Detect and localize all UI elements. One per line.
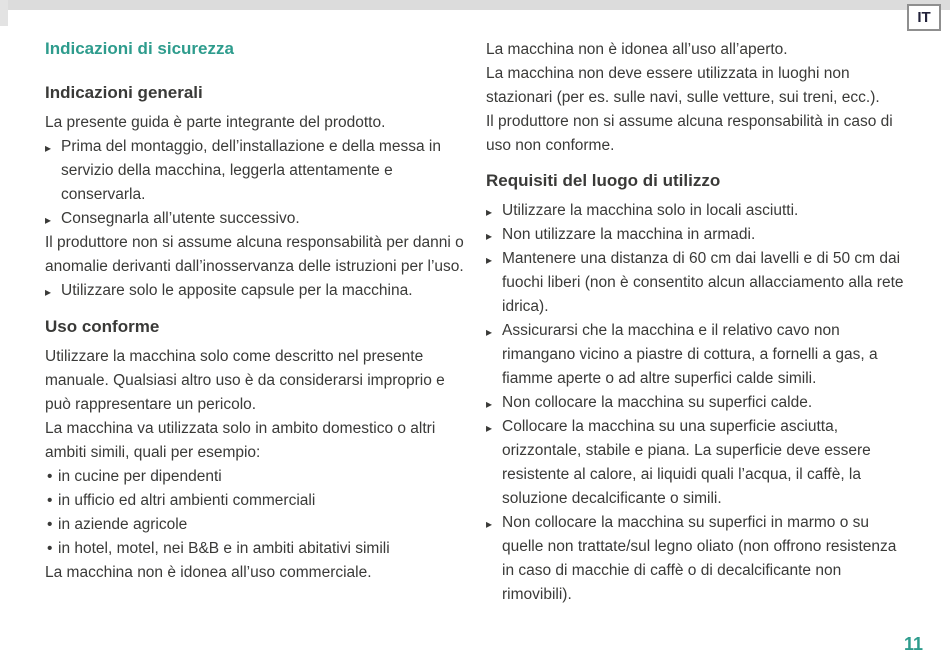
language-badge [907, 4, 941, 31]
dot-bullet-icon: • [47, 516, 53, 533]
paragraph: La macchina non è idonea all’uso all’aperto. [486, 41, 788, 58]
list-item [45, 465, 466, 489]
page-top-edge [0, 0, 950, 10]
triangle-bullet-icon: ▸ [486, 517, 493, 531]
list-item-text: in ufficio ed altri ambienti commerciali [58, 492, 316, 509]
triangle-bullet-icon: ▸ [486, 205, 493, 219]
triangle-bullet-icon: ▸ [45, 213, 52, 227]
list-item-text: Prima del montaggio, dell’installazione e della messa in servizio della macchina, leggerla attentamente e conservarla. [61, 138, 441, 203]
list-item-text: Assicurarsi che la macchina e il relativo cavo non rimangano vicino a piastre di cottura, a fornelli a gas, a fiamme aperte o ad altre superfici calde simili. [502, 322, 878, 387]
list-item [486, 319, 910, 391]
list-item-text: Non collocare la macchina su superfici calde. [502, 394, 813, 411]
list-item-text: in hotel, motel, nei B&B e in ambiti abitativi simili [58, 540, 390, 557]
list-item-text: in aziende agricole [58, 516, 188, 533]
list-item-text: in cucine per dipendenti [58, 468, 222, 485]
list-item-text: Utilizzare solo le apposite capsule per la macchina. [61, 282, 413, 299]
heading-requisiti-del-luogo-di-utilizzo: Requisiti del luogo di utilizzo [486, 171, 721, 190]
list-item [45, 207, 466, 231]
list-item [486, 511, 910, 607]
list-item-text: Non utilizzare la macchina in armadi. [502, 226, 756, 243]
page-number: 11 [903, 634, 923, 654]
list-item [486, 223, 910, 247]
paragraph: Il produttore non si assume alcuna responsabilità per danni o anomalie derivanti dall’inosservanza delle istruzioni per l’uso. [45, 234, 464, 275]
list-item [45, 135, 466, 207]
list-item [486, 415, 910, 511]
triangle-bullet-icon: ▸ [45, 285, 52, 299]
list-item [45, 279, 466, 303]
paragraph: Utilizzare la macchina solo come descritto nel presente manuale. Qualsiasi altro uso è da considerarsi improprio e può rappresentare un pericolo. [45, 348, 445, 413]
list-item [486, 391, 910, 415]
triangle-bullet-icon: ▸ [486, 229, 493, 243]
paragraph: La macchina non è idonea all’uso commerciale. [45, 564, 372, 581]
list-item [486, 247, 910, 319]
heading-uso-conforme: Uso conforme [45, 317, 160, 336]
triangle-bullet-icon: ▸ [486, 253, 493, 267]
paragraph: La macchina va utilizzata solo in ambito domestico o altri ambiti simili, quali per esempio: [45, 420, 436, 461]
list-item-text: Utilizzare la macchina solo in locali asciutti. [502, 202, 799, 219]
triangle-bullet-icon: ▸ [486, 421, 493, 435]
dot-bullet-icon: • [47, 468, 53, 485]
heading-indicazioni-generali: Indicazioni generali [45, 83, 203, 102]
list-item [486, 199, 910, 223]
page-left-edge [0, 0, 8, 26]
dot-bullet-icon: • [47, 540, 53, 557]
triangle-bullet-icon: ▸ [486, 325, 493, 339]
list-item [45, 489, 466, 513]
list-item-text: Consegnarla all’utente successivo. [61, 210, 300, 227]
paragraph: Il produttore non si assume alcuna responsabilità in caso di uso non conforme. [486, 113, 893, 154]
section-title: Indicazioni di sicurezza [45, 39, 234, 58]
list-item-text: Mantenere una distanza di 60 cm dai lavelli e di 50 cm dai fuochi liberi (non è consentito alcun allacciamento alla rete idrica). [502, 250, 904, 315]
right-column [486, 38, 910, 607]
paragraph: La macchina non deve essere utilizzata in luoghi non stazionari (per es. sulle navi, sulle vetture, sui treni, ecc.). [486, 65, 880, 106]
language-badge-label: IT [917, 9, 931, 26]
left-column [45, 38, 466, 585]
list-item [45, 537, 466, 561]
triangle-bullet-icon: ▸ [486, 397, 493, 411]
paragraph: La presente guida è parte integrante del prodotto. [45, 114, 386, 131]
list-item-text: Collocare la macchina su una superficie asciutta, orizzontale, stabile e piana. La superficie deve essere resistente al calore, ai liquidi quali l’acqua, il caffè, la soluzione decalcificante o simili. [502, 418, 871, 507]
list-item [45, 513, 466, 537]
list-item-text: Non collocare la macchina su superfici in marmo o su quelle non trattate/sul legno oliato (non offrono resistenza in caso di macchie di caffè o di decalcificante non rimovibili). [502, 514, 897, 603]
triangle-bullet-icon: ▸ [45, 141, 52, 155]
dot-bullet-icon: • [47, 492, 53, 509]
